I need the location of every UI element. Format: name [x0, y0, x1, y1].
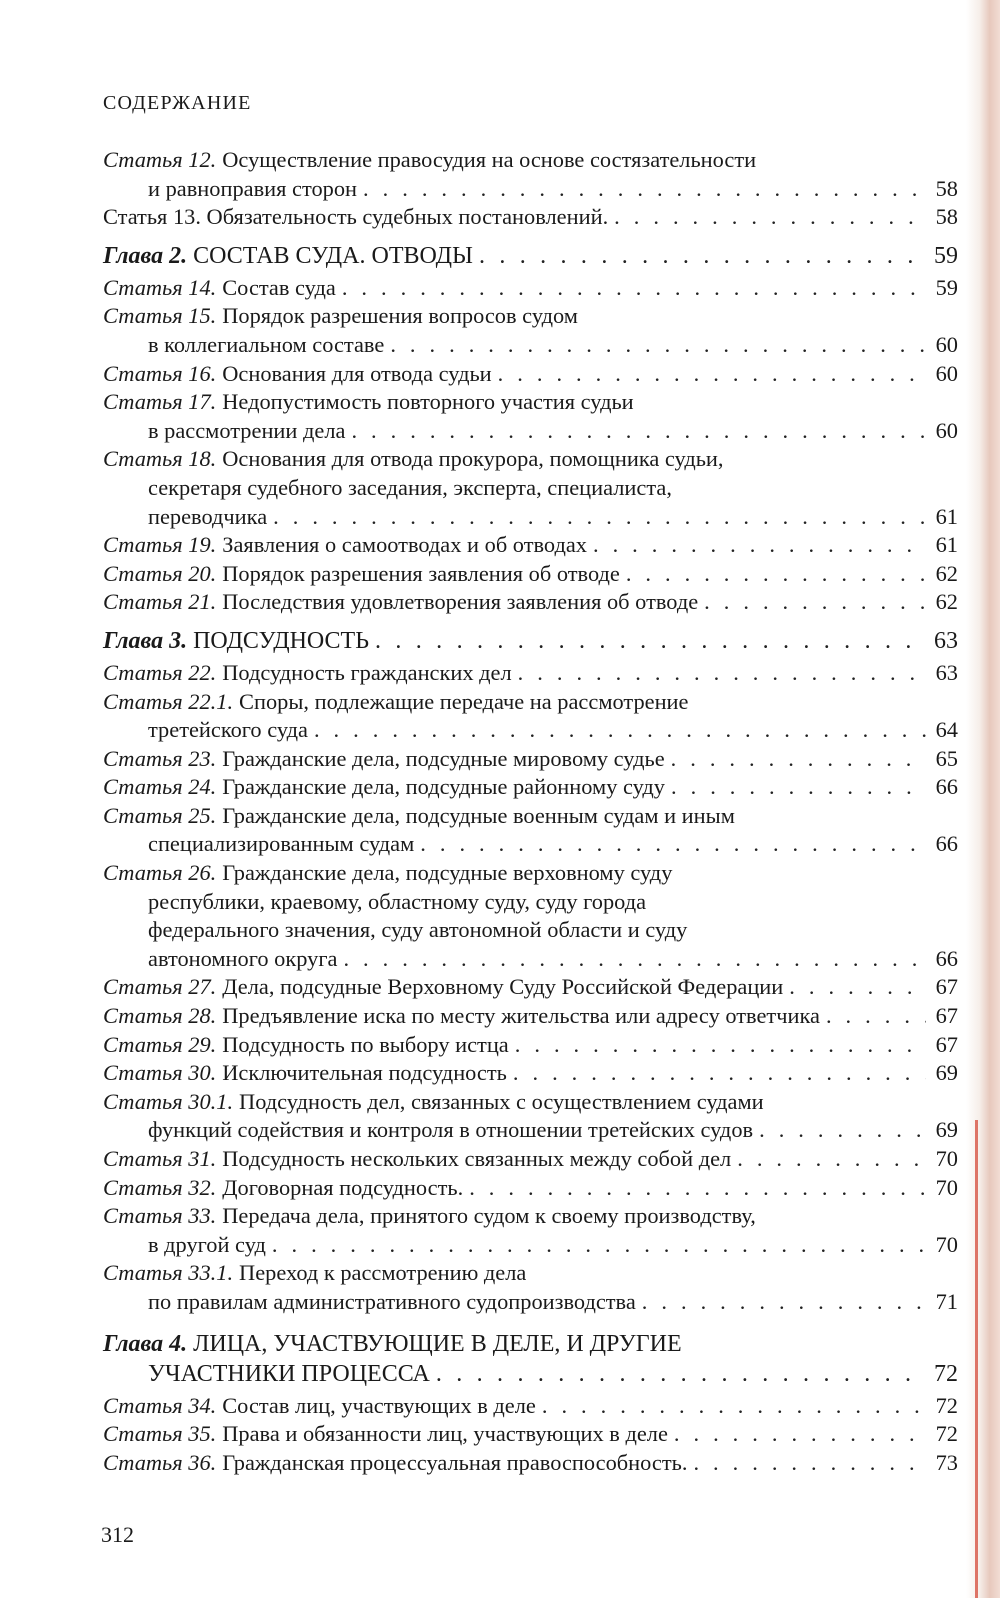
entry-title: Состав суда: [222, 274, 336, 300]
toc-line: [103, 1202, 958, 1231]
toc-line: [103, 445, 958, 474]
article-label: Статья 26.: [103, 860, 217, 886]
entry-page-number: 67: [935, 1031, 958, 1057]
chapter-label: Глава 3.: [103, 627, 188, 654]
entry-title: Подсудность дел, связанных с осуществлением судами: [239, 1088, 764, 1114]
toc-line: [103, 1359, 958, 1389]
toc-line: [103, 1145, 958, 1174]
entry-title: Порядок разрешения заявления об отводе: [222, 560, 620, 586]
toc-article: [103, 1002, 958, 1031]
entry-page-number: 63: [935, 659, 958, 685]
toc-line: [103, 659, 958, 688]
toc-chapter: [103, 1329, 958, 1389]
entry-page-number: 65: [935, 745, 958, 771]
toc-line: [103, 626, 958, 656]
dot-leader: [363, 175, 926, 204]
toc-article: [103, 360, 958, 389]
entry-page-number: 66: [935, 945, 958, 971]
article-label: Статья 31.: [103, 1146, 217, 1171]
entry-title: Порядок разрешения вопросов судом: [222, 303, 578, 329]
toc-line: [103, 417, 958, 446]
toc-article: [103, 531, 958, 560]
chapter-label: Глава 4.: [103, 1330, 188, 1357]
entry-page-number: 71: [935, 1288, 958, 1314]
toc-line: [103, 146, 958, 175]
entry-title: в рассмотрении дела: [148, 417, 346, 443]
entry-page-number: 62: [935, 560, 958, 586]
dot-leader: [436, 1359, 926, 1389]
page-edge-red-line: [975, 1120, 978, 1598]
toc-line: [103, 1174, 958, 1203]
toc-article: [103, 1088, 958, 1145]
entry-title: секретаря судебного заседания, эксперта, специалиста,: [148, 474, 672, 500]
entry-title: Права и обязанности лиц, участвующих в деле: [222, 1421, 668, 1447]
toc-article: [103, 773, 958, 802]
article-label: Статья 22.: [103, 659, 217, 685]
dot-leader: [674, 1420, 926, 1449]
dot-leader: [704, 588, 926, 617]
entry-page-number: 69: [935, 1060, 958, 1086]
toc-line: [103, 588, 958, 617]
entry-page-number: 66: [935, 774, 958, 800]
entry-title: Исключительная подсудность: [222, 1060, 507, 1086]
toc-line: [103, 916, 958, 945]
toc-line: [103, 1031, 958, 1060]
entry-page-number: 60: [935, 360, 958, 386]
article-label: Статья 18.: [103, 446, 217, 472]
toc-line: [103, 1059, 958, 1088]
toc-line: [103, 331, 958, 360]
entry-title: по правилам административного судопроизводства: [148, 1288, 636, 1314]
toc-article: [103, 1449, 958, 1478]
page-header: СОДЕРЖАНИЕ: [103, 92, 252, 114]
dot-leader: [420, 830, 926, 859]
article-label: Статья 24.: [103, 774, 217, 800]
toc-article: [103, 745, 958, 774]
entry-title: в другой суд: [148, 1231, 266, 1257]
entry-title: автономного округа: [148, 945, 338, 971]
entry-title: специализированным судам: [148, 831, 415, 857]
entry-page-number: 72: [934, 1360, 958, 1387]
toc-article: [103, 859, 958, 973]
dot-leader: [542, 1392, 926, 1421]
article-label: Статья 12.: [103, 147, 217, 172]
toc-article: [103, 802, 958, 859]
dot-leader: [351, 417, 926, 446]
entry-page-number: 60: [935, 331, 958, 357]
dot-leader: [593, 531, 926, 560]
toc-line: [103, 360, 958, 389]
entry-title: ПОДСУДНОСТЬ: [193, 627, 369, 654]
toc-article: [103, 302, 958, 359]
entry-page-number: 70: [935, 1231, 958, 1257]
entry-title: ЛИЦА, УЧАСТВУЮЩИЕ В ДЕЛЕ, И ДРУГИЕ: [193, 1330, 682, 1357]
dot-leader: [343, 945, 926, 974]
toc-article: [103, 1145, 958, 1174]
toc-article: [103, 1202, 958, 1259]
toc-line: [103, 1329, 958, 1359]
entry-page-number: 63: [934, 627, 958, 654]
article-label: Статья 36.: [103, 1449, 217, 1475]
toc-line: [103, 745, 958, 774]
entry-title: Осуществление правосудия на основе состязательности: [222, 147, 757, 172]
entry-page-number: 69: [935, 1117, 958, 1143]
toc-chapter: [103, 626, 958, 656]
entry-title: Подсудность гражданских дел: [222, 659, 512, 685]
toc-article: [103, 560, 958, 589]
toc-article: [103, 388, 958, 445]
entry-title: Подсудность нескольких связанных между собой дел: [222, 1146, 732, 1171]
article-label: Статья 19.: [103, 532, 217, 558]
toc-article: [103, 1174, 958, 1203]
entry-title: функций содействия и контроля в отношении третейских судов: [148, 1117, 754, 1143]
toc-article: [103, 688, 958, 745]
entry-title: Недопустимость повторного участия судьи: [222, 389, 634, 415]
dot-leader: [342, 274, 926, 303]
toc-article: [103, 973, 958, 1002]
dot-leader: [375, 626, 926, 656]
toc-line: [103, 716, 958, 745]
article-label: Статья 33.: [103, 1203, 217, 1229]
entry-page-number: 59: [935, 274, 958, 300]
entry-title: Основания для отвода прокурора, помощника судьи,: [222, 446, 724, 472]
toc-article: [103, 1259, 958, 1316]
article-label: Статья 15.: [103, 303, 217, 329]
toc-line: [103, 859, 958, 888]
dot-leader: [272, 1231, 926, 1260]
dot-leader: [642, 1288, 926, 1317]
article-label: Статья 22.1.: [103, 688, 234, 714]
toc-line: [103, 973, 958, 1002]
entry-page-number: 66: [935, 831, 958, 857]
toc-line: [103, 1116, 958, 1145]
toc-article: [103, 146, 958, 203]
article-label: Статья 21.: [103, 589, 217, 615]
article-label: Статья 28.: [103, 1003, 217, 1029]
toc-line: [103, 503, 958, 532]
toc-article: [103, 1031, 958, 1060]
toc-line: [103, 802, 958, 831]
entry-title: Дела, подсудные Верховному Суду Российской Федерации: [222, 974, 784, 1000]
article-label: Статья 35.: [103, 1421, 217, 1447]
entry-page-number: 67: [935, 1003, 958, 1029]
entry-title: и равноправия сторон: [148, 175, 358, 201]
entry-page-number: 72: [935, 1421, 958, 1447]
page-number: 312: [101, 1522, 134, 1547]
entry-page-number: 72: [935, 1392, 958, 1418]
article-label: Статья 34.: [103, 1392, 217, 1418]
entry-title: Подсудность по выбору истца: [222, 1031, 509, 1057]
toc-article: [103, 1059, 958, 1088]
toc-line: [103, 388, 958, 417]
article-label: Статья 20.: [103, 560, 217, 586]
toc-article: [103, 1420, 958, 1449]
dot-leader: [314, 716, 926, 745]
dot-leader: [518, 659, 926, 688]
entry-title: Последствия удовлетворения заявления об отводе: [222, 589, 699, 615]
toc-article: [103, 1392, 958, 1421]
dot-leader: [498, 360, 926, 389]
entry-title: федерального значения, суду автономной области и суду: [148, 917, 688, 943]
article-label: Статья 30.: [103, 1060, 217, 1086]
dot-leader: [759, 1116, 926, 1145]
toc-line: [103, 302, 958, 331]
entry-title: Состав лиц, участвующих в деле: [222, 1392, 536, 1418]
entry-title: СОСТАВ СУДА. ОТВОДЫ: [193, 242, 473, 269]
toc-article: [103, 274, 958, 303]
toc-line: [103, 945, 958, 974]
entry-title: Передача дела, принятого судом к своему производству,: [222, 1203, 756, 1229]
entry-title: республики, краевому, областному суду, суду города: [148, 888, 647, 914]
toc-line: [103, 773, 958, 802]
dot-leader: [626, 560, 926, 589]
toc-line: [103, 241, 958, 271]
toc-line: [103, 888, 958, 917]
toc-line: [103, 1002, 958, 1031]
article-label: Статья 29.: [103, 1031, 217, 1057]
toc-line: [103, 688, 958, 717]
toc-line: [103, 474, 958, 503]
toc-line: [103, 560, 958, 589]
entry-title: переводчика: [148, 503, 268, 529]
entry-title: Статья 13. Обязательность судебных постановлений.: [103, 204, 609, 230]
page-edge-shadow: [966, 0, 1000, 1598]
entry-title: Основания для отвода судьи: [222, 360, 492, 386]
entry-title: Гражданские дела, подсудные военным судам и иным: [222, 802, 735, 828]
entry-title: Заявления о самоотводах и об отводах: [222, 532, 587, 558]
toc-chapter: [103, 241, 958, 271]
article-label: Статья 27.: [103, 974, 217, 1000]
toc-line: [103, 274, 958, 303]
dot-leader: [671, 745, 926, 774]
entry-title: Предъявление иска по месту жительства или адресу ответчика: [222, 1003, 820, 1029]
article-label: Статья 23.: [103, 745, 217, 771]
entry-page-number: 67: [935, 974, 958, 1000]
toc-line: [103, 1231, 958, 1260]
toc-article: [103, 203, 958, 232]
toc-line: [103, 1259, 958, 1288]
toc-article: [103, 588, 958, 617]
dot-leader: [479, 241, 926, 271]
table-of-contents: [103, 146, 958, 1477]
article-label: Статья 17.: [103, 389, 217, 415]
entry-page-number: 61: [935, 503, 958, 529]
entry-title: Переход к рассмотрению дела: [239, 1260, 527, 1286]
dot-leader: [693, 1449, 926, 1478]
entry-page-number: 61: [935, 532, 958, 558]
dot-leader: [789, 973, 926, 1002]
toc-line: [103, 203, 958, 232]
toc-line: [103, 1288, 958, 1317]
chapter-label: Глава 2.: [103, 242, 188, 269]
dot-leader: [273, 503, 926, 532]
toc-line: [103, 175, 958, 204]
entry-title: Гражданские дела, подсудные верховному суду: [222, 860, 673, 886]
dot-leader: [826, 1002, 926, 1031]
dot-leader: [469, 1174, 926, 1203]
article-label: Статья 33.1.: [103, 1260, 234, 1286]
toc-line: [103, 1449, 958, 1478]
toc-line: [103, 830, 958, 859]
entry-page-number: 64: [935, 717, 958, 743]
toc-line: [103, 531, 958, 560]
toc-line: [103, 1088, 958, 1117]
entry-title: в коллегиальном составе: [148, 331, 385, 357]
entry-title: Договорная подсудность.: [222, 1174, 464, 1200]
dot-leader: [515, 1031, 926, 1060]
article-label: Статья 32.: [103, 1174, 217, 1200]
entry-page-number: 70: [935, 1174, 958, 1200]
article-label: Статья 25.: [103, 802, 217, 828]
entry-title: УЧАСТНИКИ ПРОЦЕССА: [148, 1360, 430, 1387]
entry-page-number: 62: [935, 589, 958, 615]
entry-page-number: 58: [935, 175, 958, 201]
entry-title: Гражданская процессуальная правоспособность.: [222, 1449, 688, 1475]
article-label: Статья 16.: [103, 360, 217, 386]
toc-article: [103, 445, 958, 531]
toc-line: [103, 1392, 958, 1421]
entry-title: третейского суда: [148, 717, 308, 743]
dot-leader: [614, 203, 926, 232]
article-label: Статья 30.1.: [103, 1088, 234, 1114]
entry-page-number: 58: [935, 204, 958, 230]
dot-leader: [737, 1145, 926, 1174]
entry-page-number: 73: [935, 1449, 958, 1475]
dot-leader: [671, 773, 926, 802]
entry-page-number: 70: [935, 1146, 958, 1171]
entry-page-number: 59: [934, 242, 958, 269]
entry-title: Гражданские дела, подсудные районному суду: [222, 774, 665, 800]
dot-leader: [513, 1059, 926, 1088]
entry-page-number: 60: [935, 417, 958, 443]
dot-leader: [390, 331, 926, 360]
entry-title: Гражданские дела, подсудные мировому судье: [222, 745, 665, 771]
toc-line: [103, 1420, 958, 1449]
toc-article: [103, 659, 958, 688]
article-label: Статья 14.: [103, 274, 217, 300]
entry-title: Споры, подлежащие передаче на рассмотрение: [239, 688, 689, 714]
